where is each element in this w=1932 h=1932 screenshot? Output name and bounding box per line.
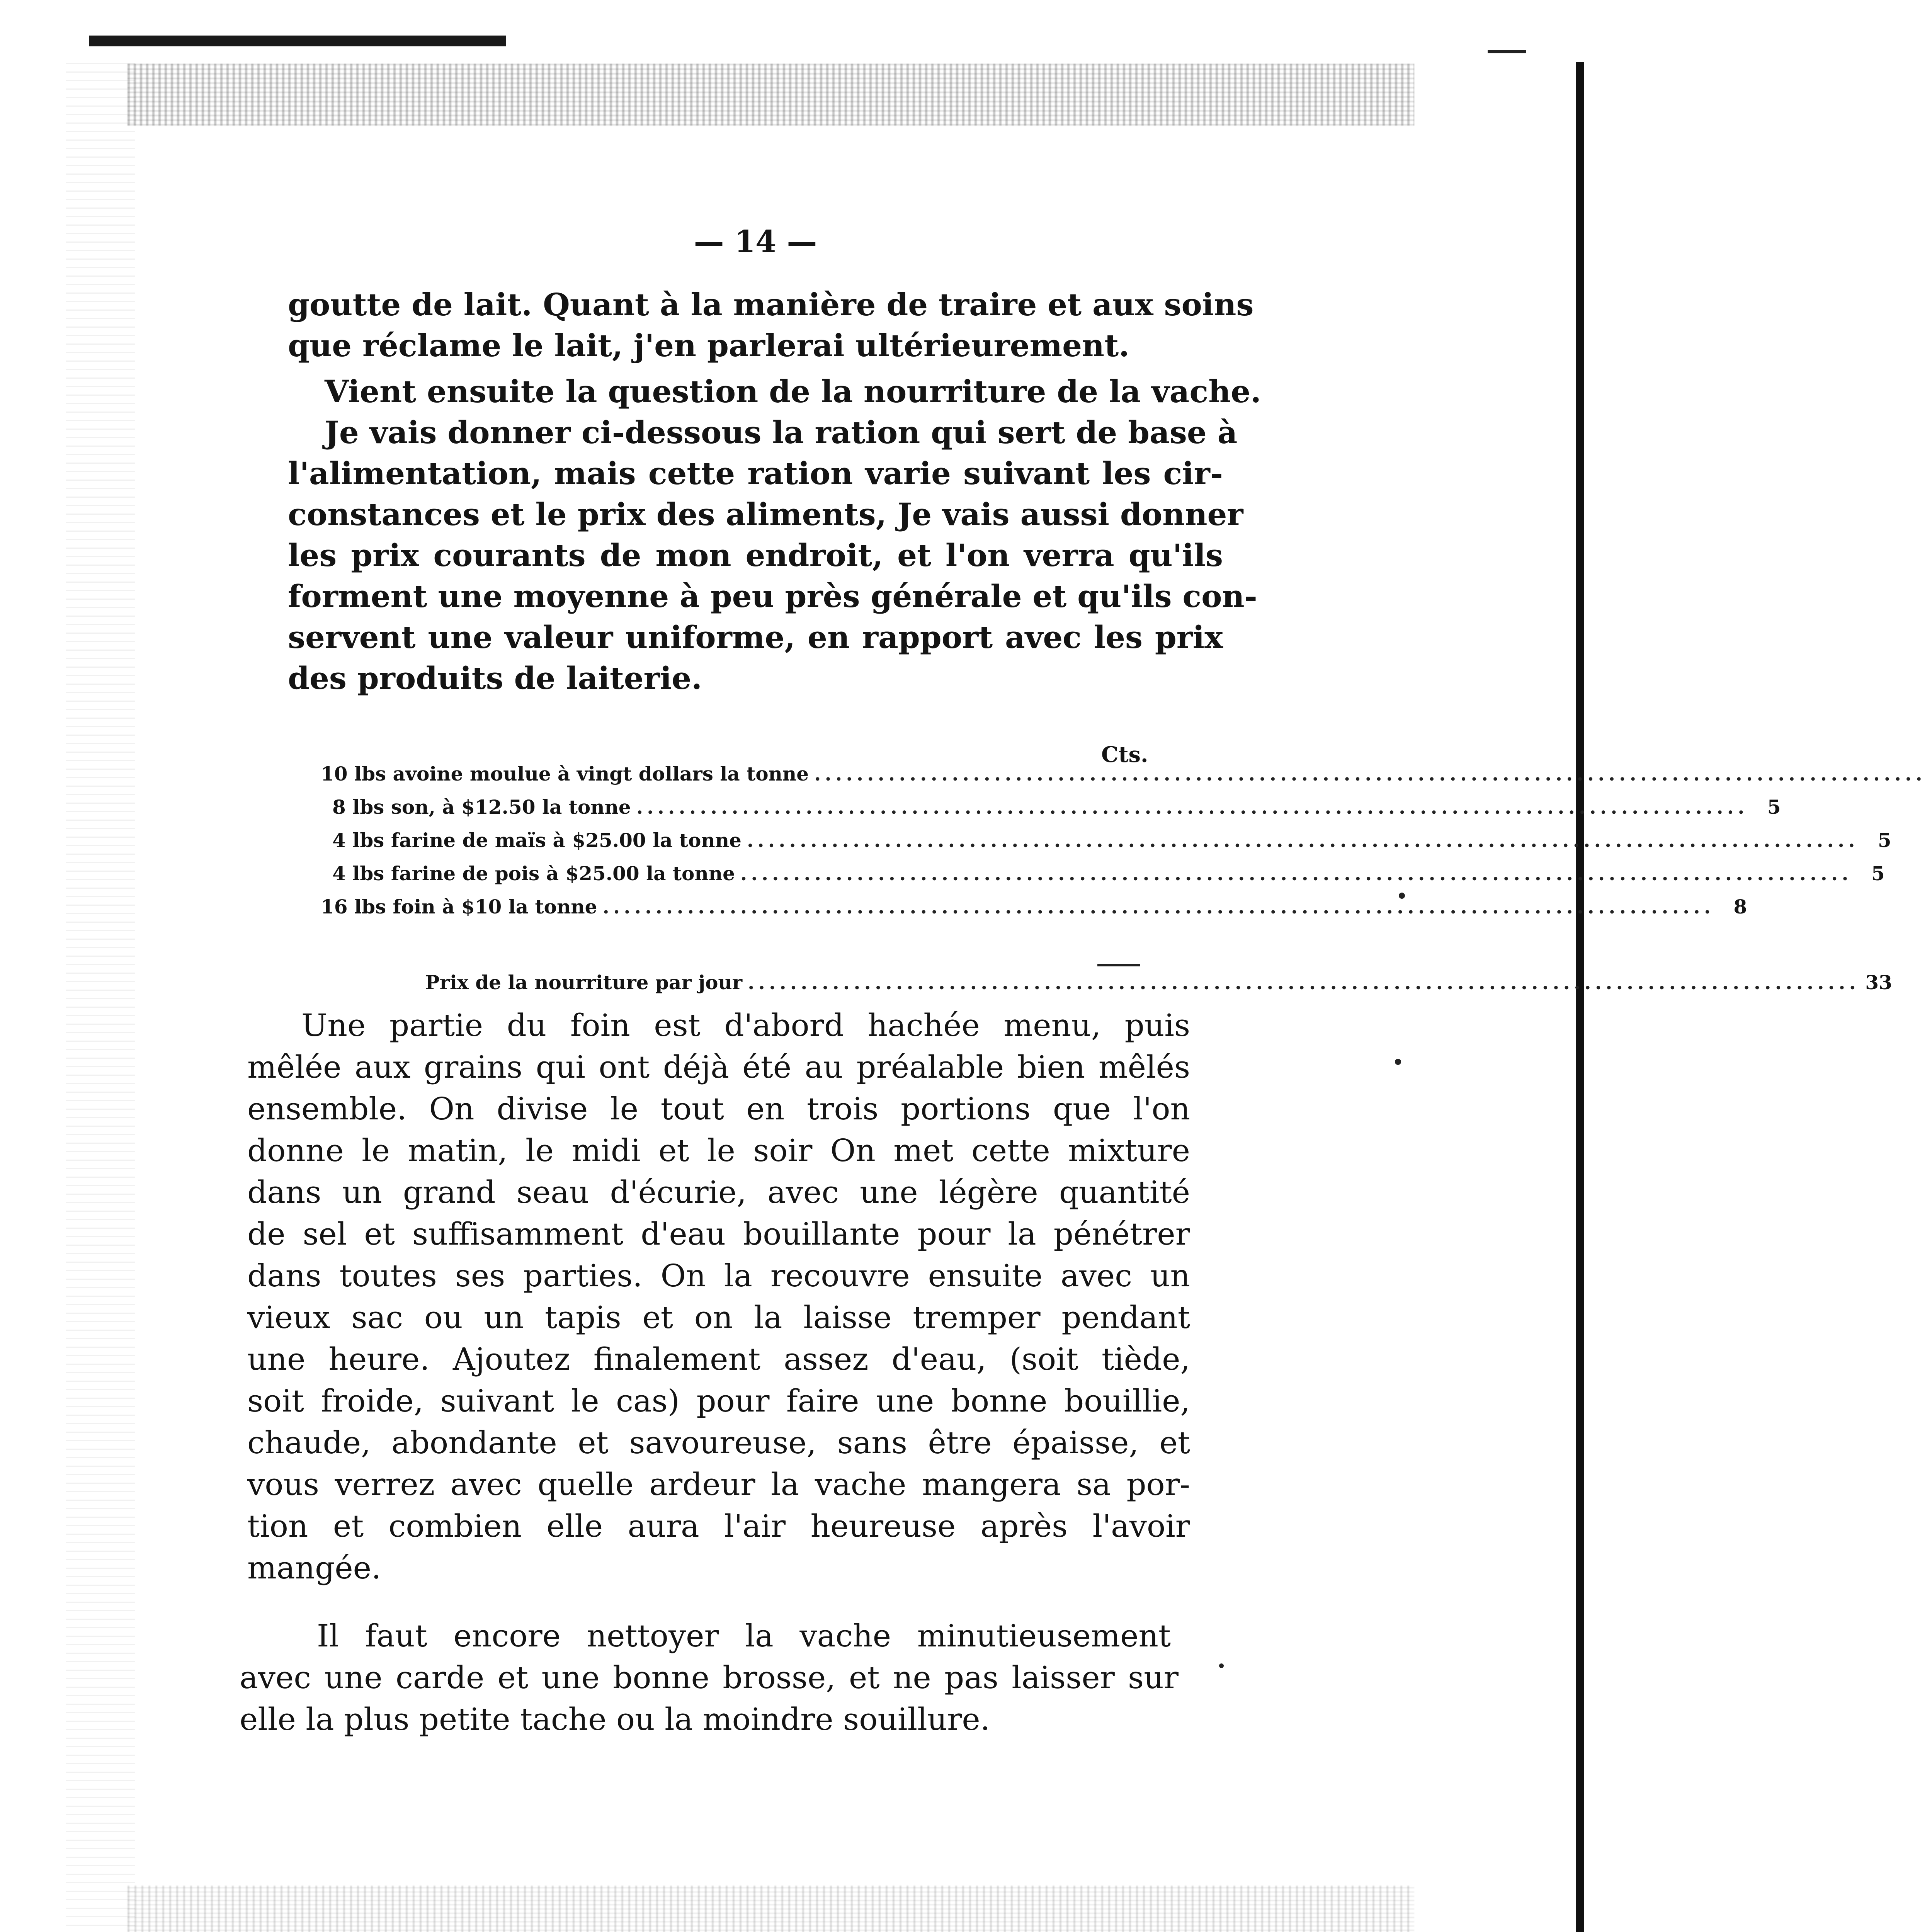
text-line: mangée. <box>247 1550 381 1586</box>
text-line: constances et le prix des aliments, Je vais aussi donner <box>288 496 1243 532</box>
text-line: les prix courants de mon endroit, et l'on verra qu'ils <box>288 537 1223 573</box>
text-line: Il faut encore nettoyer la vache minutieusement <box>317 1618 1171 1654</box>
page-number: — 14 — <box>694 224 817 259</box>
cost-value: 8 <box>1733 895 1747 918</box>
ink-speck <box>1395 1059 1401 1065</box>
text-line: vous verrez avec quelle ardeur la vache mangera sa por- <box>247 1466 1190 1502</box>
cost-description: 10 lbs avoine moulue à vingt dollars la tonne <box>321 762 809 785</box>
text-line: soit froide, suivant le cas) pour faire une bonne bouillie, <box>247 1383 1190 1419</box>
text-line: chaude, abondante et savoureuse, sans être épaisse, et <box>247 1425 1190 1461</box>
scan-noise-top <box>128 64 1414 126</box>
text-line: tion et combien elle aura l'air heureuse après l'avoir <box>247 1508 1190 1544</box>
text-line: une heure. Ajoutez finalement assez d'eau, (soit tiède, <box>247 1341 1190 1377</box>
cost-unit-header: Cts. <box>1101 742 1148 767</box>
scan-edge-right-dash <box>1488 50 1526 53</box>
cost-value: 5 <box>1767 796 1781 818</box>
dot-leader: ......................................................................................................... <box>740 862 1852 885</box>
paragraph-1 <box>288 284 1254 366</box>
text-line: Je vais donner ci-dessous la ration qui sert de base à <box>325 414 1238 451</box>
text-line: servent une valeur uniforme, en rapport avec les prix <box>288 619 1223 655</box>
text-line: donne le matin, le midi et le soir On met cette mixture <box>247 1133 1190 1168</box>
cost-total-value: 33 <box>1865 971 1892 994</box>
paragraph-4 <box>240 1615 1190 1740</box>
cost-row <box>321 824 1891 857</box>
cost-description: 16 lbs foin à $10 la tonne <box>321 895 597 918</box>
text-line: goutte de lait. Quant à la manière de traire et aux soins <box>288 286 1254 323</box>
dot-leader: ......................................................................................................... <box>747 829 1859 852</box>
text-line: des produits de laiterie. <box>288 660 702 696</box>
cost-total-row <box>321 966 1892 999</box>
cost-row <box>321 890 1747 923</box>
total-rule <box>1097 964 1140 966</box>
cost-description: 8 lbs son, à $12.50 la tonne <box>332 796 631 818</box>
text-line: Vient ensuite la question de la nourriture de la vache. <box>325 373 1261 410</box>
dot-leader: ......................................................................................................... <box>602 895 1715 918</box>
cost-description: 4 lbs farine de maïs à $25.00 la tonne <box>332 829 742 852</box>
cost-total-description: Prix de la nourriture par jour <box>425 971 743 994</box>
text-line: avec une carde et une bonne brosse, et ne pas laisser sur <box>240 1660 1179 1696</box>
paragraph-3 <box>247 1005 1190 1589</box>
cost-row <box>321 857 1885 890</box>
dot-leader: ......................................................................................................... <box>814 762 1926 785</box>
text-line: que réclame le lait, j'en parlerai ultérieurement. <box>288 327 1130 364</box>
cost-value: 5 <box>1871 862 1885 885</box>
dot-leader: ......................................................................................................... <box>636 796 1748 818</box>
ink-speck <box>1219 1663 1224 1668</box>
text-line: l'alimentation, mais cette ration varie suivant les cir- <box>288 455 1223 492</box>
cost-description: 4 lbs farine de pois à $25.00 la tonne <box>332 862 735 885</box>
paragraph-2 <box>288 371 1261 699</box>
scan-noise-bottom <box>128 1886 1414 1932</box>
text-line: dans un grand seau d'écurie, avec une légère quantité <box>247 1174 1190 1210</box>
text-line: vieux sac ou un tapis et on la laisse tremper pendant <box>247 1299 1190 1335</box>
text-line: forment une moyenne à peu près générale et qu'ils con- <box>288 578 1257 614</box>
text-line: de sel et suffisamment d'eau bouillante pour la pénétrer <box>247 1216 1190 1252</box>
text-line: Une partie du foin est d'abord hachée menu, puis <box>301 1007 1190 1043</box>
text-line: ensemble. On divise le tout en trois portions que l'on <box>247 1091 1190 1127</box>
scan-noise-left-edge <box>66 58 135 1932</box>
cost-row <box>321 757 1926 791</box>
cost-value: 5 <box>1878 829 1891 852</box>
text-line: dans toutes ses parties. On la recouvre ensuite avec un <box>247 1258 1190 1294</box>
text-line: elle la plus petite tache ou la moindre souillure. <box>240 1701 990 1737</box>
dot-leader: ......................................................................................................... <box>748 971 1860 994</box>
scan-artifact-top-bar <box>89 36 506 46</box>
text-line: mêlée aux grains qui ont déjà été au préalable bien mêlés <box>247 1049 1190 1085</box>
cost-row <box>321 791 1781 824</box>
